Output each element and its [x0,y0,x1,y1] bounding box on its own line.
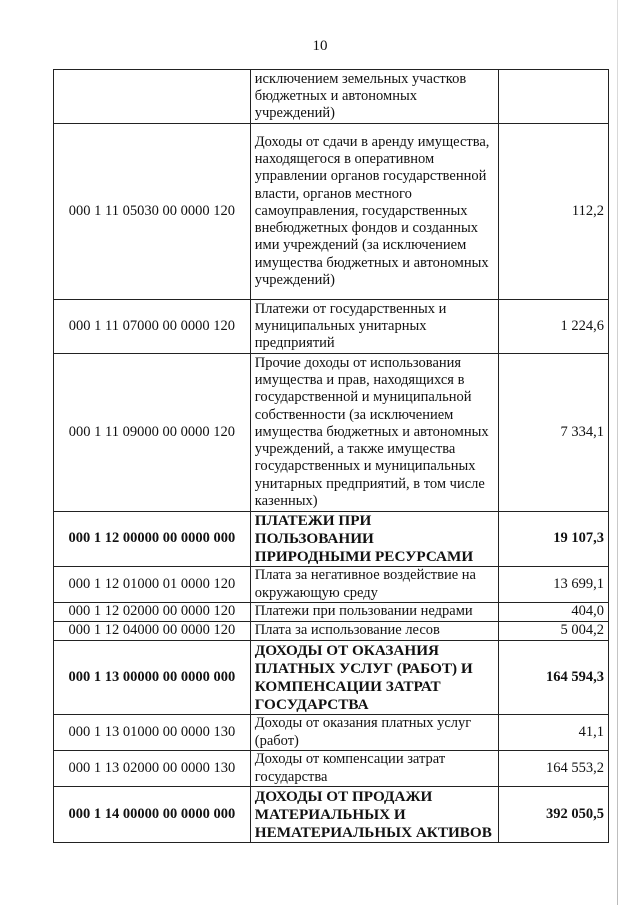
budget-code-cell: 000 1 12 00000 00 0000 000 [54,512,251,567]
revenue-name-cell: Платежи от государственных и муниципальных унитарных предприятий [250,300,498,354]
budget-code-cell: 000 1 11 05030 00 0000 120 [54,124,251,300]
revenue-name-cell: ДОХОДЫ ОТ ОКАЗАНИЯ ПЛАТНЫХ УСЛУГ (РАБОТ) И КОМПЕНСАЦИИ ЗАТРАТ ГОСУДАРСТВА [250,641,498,715]
budget-code-cell: 000 1 11 07000 00 0000 120 [54,300,251,354]
scan-edge-line [617,0,618,905]
amount-cell: 404,0 [499,603,609,622]
revenue-name-cell: Доходы от компенсации затрат государства [250,751,498,787]
amount-cell: 7 334,1 [499,354,609,512]
budget-code-cell: 000 1 13 01000 00 0000 130 [54,715,251,751]
amount-cell: 19 107,3 [499,512,609,567]
table-row [54,300,609,354]
table-row [54,751,609,787]
budget-code-cell: 000 1 12 01000 01 0000 120 [54,567,251,603]
revenue-name-cell: ДОХОДЫ ОТ ПРОДАЖИ МАТЕРИАЛЬНЫХ И НЕМАТЕРИАЛЬНЫХ АКТИВОВ [250,787,498,843]
budget-code-cell: 000 1 12 02000 00 0000 120 [54,603,251,622]
budget-code-cell: 000 1 13 00000 00 0000 000 [54,641,251,715]
revenue-name-cell: Прочие доходы от использования имущества и прав, находящихся в государственной и муниципальной собственности (за исключением имущества бюджетных и автономных учреждений, а также имущества государственных и муниципальных унитарных предприятий, в том числе казенных) [250,354,498,512]
amount-cell: 5 004,2 [499,622,609,641]
table-row [54,603,609,622]
budget-code-cell [54,70,251,124]
table-row [54,622,609,641]
revenue-name-cell: Плата за негативное воздействие на окружающую среду [250,567,498,603]
table-row [54,70,609,124]
amount-cell: 164 553,2 [499,751,609,787]
table-row [54,715,609,751]
amount-cell: 164 594,3 [499,641,609,715]
amount-cell: 1 224,6 [499,300,609,354]
revenue-name-cell: Доходы от сдачи в аренду имущества, находящегося в оперативном управлении органов государственной власти, органов местного самоуправления, государственных внебюджетных фондов и созданных ими учреждений (за исключением имущества бюджетных и автономных учреждений) [250,124,498,300]
amount-cell: 13 699,1 [499,567,609,603]
revenue-name-cell: Платежи при пользовании недрами [250,603,498,622]
budget-revenue-table [53,69,609,843]
table-row [54,124,609,300]
revenue-name-cell: ПЛАТЕЖИ ПРИ ПОЛЬЗОВАНИИ ПРИРОДНЫМИ РЕСУРСАМИ [250,512,498,567]
budget-code-cell: 000 1 11 09000 00 0000 120 [54,354,251,512]
revenue-name-cell: Доходы от оказания платных услуг (работ) [250,715,498,751]
budget-table-body [54,70,609,843]
table-row [54,787,609,843]
revenue-name-cell: исключением земельных участков бюджетных и автономных учреждений) [250,70,498,124]
page-number: 10 [312,38,328,54]
revenue-name-cell: Плата за использование лесов [250,622,498,641]
table-row [54,567,609,603]
budget-code-cell: 000 1 13 02000 00 0000 130 [54,751,251,787]
budget-code-cell: 000 1 12 04000 00 0000 120 [54,622,251,641]
amount-cell: 41,1 [499,715,609,751]
amount-cell: 392 050,5 [499,787,609,843]
table-row [54,512,609,567]
table-row [54,641,609,715]
table-row [54,354,609,512]
budget-code-cell: 000 1 14 00000 00 0000 000 [54,787,251,843]
amount-cell [499,70,609,124]
amount-cell: 112,2 [499,124,609,300]
